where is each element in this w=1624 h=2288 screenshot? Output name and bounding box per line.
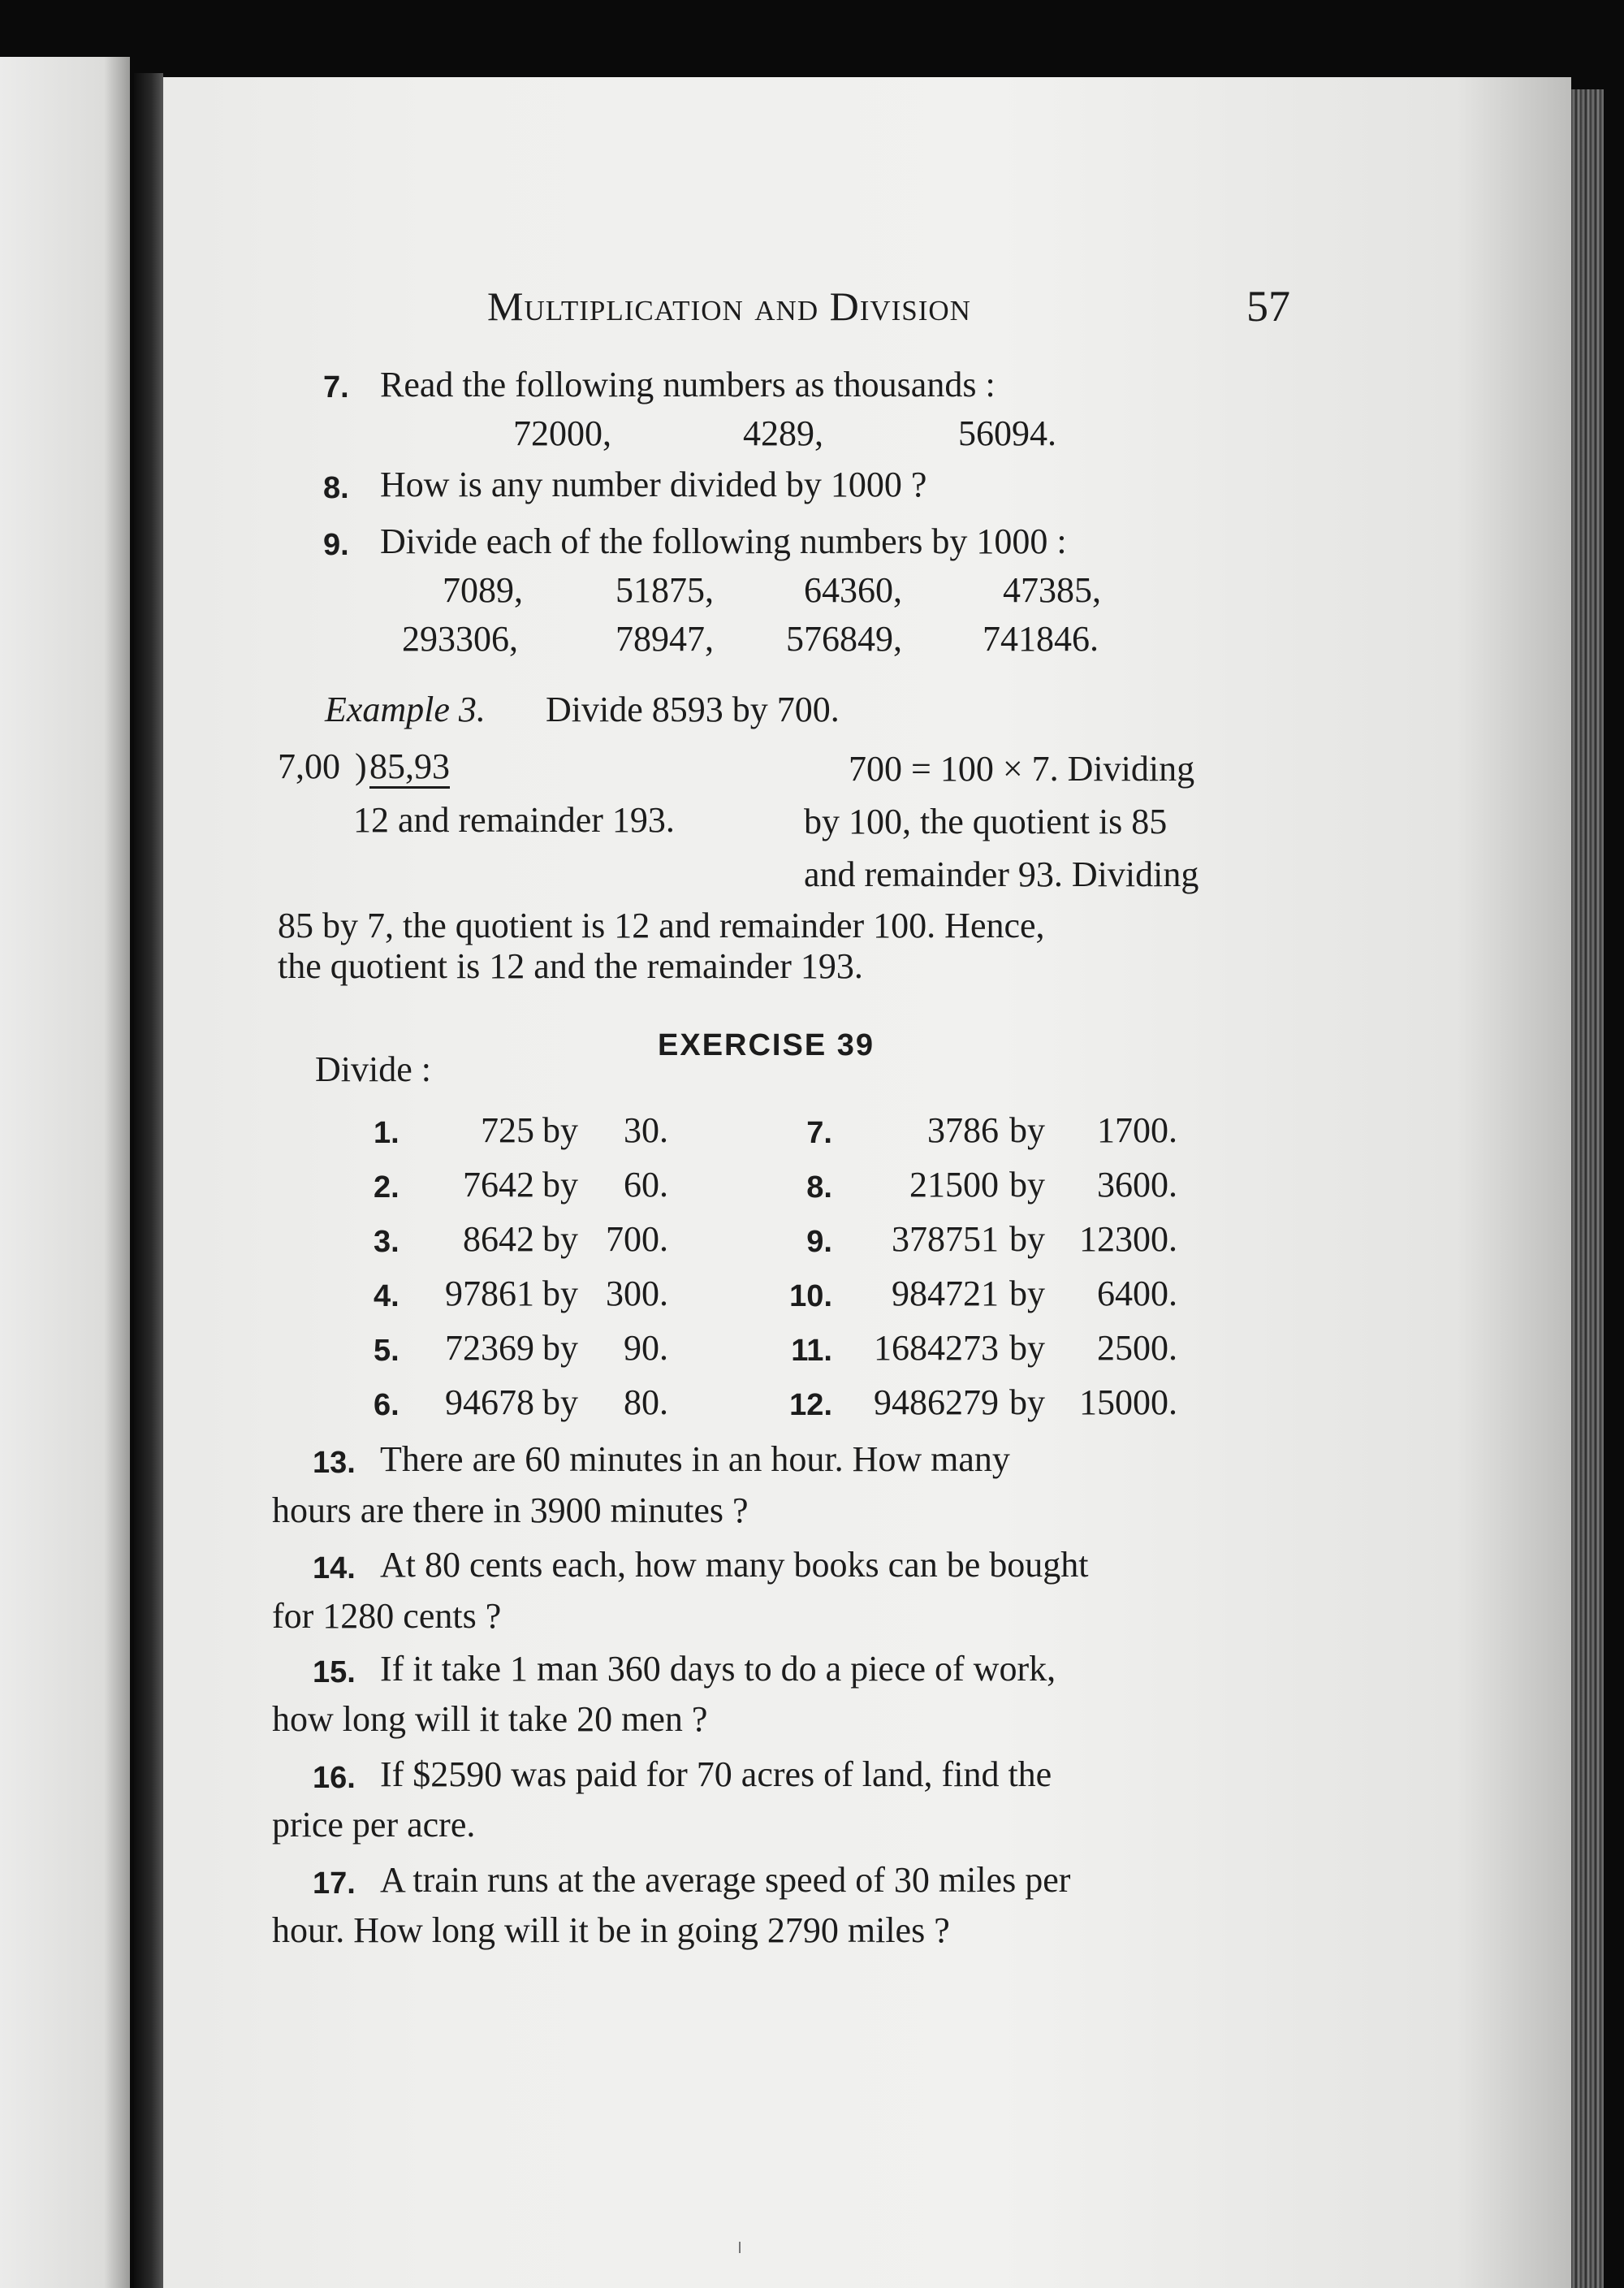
problem-number: 17. bbox=[313, 1866, 356, 1901]
explanation-line: 85 by 7, the quotient is 12 and remainder 100. Hence, bbox=[278, 906, 1045, 945]
explanation-line: the quotient is 12 and the remainder 193. bbox=[278, 946, 863, 986]
problem-number: 14. bbox=[313, 1551, 356, 1585]
book-spine-shadow bbox=[134, 73, 163, 2288]
by-word: by bbox=[1009, 1328, 1045, 1368]
problem-text: There are 60 minutes in an hour. How many bbox=[380, 1439, 1010, 1479]
problem-number: 13. bbox=[313, 1446, 356, 1480]
problem-text: hour. How long will it be in going 2790 miles ? bbox=[272, 1910, 950, 1950]
divisor: 80. bbox=[624, 1382, 668, 1422]
by-word: by bbox=[1009, 1274, 1045, 1313]
number-value: 741846. bbox=[983, 619, 1099, 659]
dividend: 3786 bbox=[927, 1110, 999, 1150]
exercise-item-number: 3. bbox=[374, 1225, 400, 1259]
number-value: 72000, bbox=[513, 413, 611, 453]
by-word: by bbox=[542, 1382, 578, 1422]
question-number: 8. bbox=[323, 471, 349, 505]
number-value: 78947, bbox=[615, 619, 714, 659]
by-word: by bbox=[542, 1110, 578, 1150]
question-text: How is any number divided by 1000 ? bbox=[380, 465, 927, 504]
problem-text: how long will it take 20 men ? bbox=[272, 1699, 708, 1739]
dividend: 7642 bbox=[463, 1165, 534, 1205]
scan-speck bbox=[739, 2242, 741, 2253]
dividend: 9486279 bbox=[874, 1382, 999, 1422]
exercise-item-number: 8. bbox=[806, 1170, 832, 1205]
dividend: 1684273 bbox=[874, 1328, 999, 1368]
divisor: 700. bbox=[606, 1219, 668, 1259]
exercise-item-number: 10. bbox=[789, 1279, 832, 1313]
number-value: 293306, bbox=[402, 619, 518, 659]
problem-text: At 80 cents each, how many books can be bought bbox=[380, 1545, 1089, 1585]
exercise-item-number: 12. bbox=[789, 1388, 832, 1422]
exercise-item-number: 1. bbox=[374, 1116, 400, 1150]
number-value: 7089, bbox=[443, 570, 523, 610]
question-number: 7. bbox=[323, 370, 349, 404]
dividend: 97861 bbox=[445, 1274, 534, 1313]
problem-text: hours are there in 3900 minutes ? bbox=[272, 1490, 749, 1530]
problem-text: If $2590 was paid for 70 acres of land, find the bbox=[380, 1754, 1052, 1794]
by-word: by bbox=[1009, 1219, 1045, 1259]
exercise-item-number: 4. bbox=[374, 1279, 400, 1313]
example-statement: Divide 8593 by 700. bbox=[546, 690, 840, 729]
number-value: 47385, bbox=[1003, 570, 1101, 610]
number-value: 4289, bbox=[743, 413, 823, 453]
problem-text: A train runs at the average speed of 30 miles per bbox=[380, 1860, 1071, 1900]
number-value: 56094. bbox=[958, 413, 1056, 453]
number-value: 51875, bbox=[615, 570, 714, 610]
dividend: 72369 bbox=[445, 1328, 534, 1368]
dividend: 21500 bbox=[909, 1165, 999, 1205]
divisor: 3600. bbox=[1097, 1165, 1177, 1205]
number-value: 576849, bbox=[786, 619, 902, 659]
explanation-line: by 100, the quotient is 85 bbox=[804, 802, 1168, 841]
number-value: 64360, bbox=[804, 570, 902, 610]
exercise-item-number: 7. bbox=[806, 1116, 832, 1150]
exercise-item-number: 5. bbox=[374, 1334, 400, 1368]
by-word: by bbox=[1009, 1110, 1045, 1150]
dividend: 8642 bbox=[463, 1219, 534, 1259]
exercise-title: EXERCISE 39 bbox=[658, 1028, 875, 1062]
explanation-line: and remainder 93. Dividing bbox=[804, 854, 1199, 894]
by-word: by bbox=[542, 1219, 578, 1259]
by-word: by bbox=[542, 1328, 578, 1368]
dividend: 378751 bbox=[892, 1219, 999, 1259]
divisor: 6400. bbox=[1097, 1274, 1177, 1313]
problem-number: 16. bbox=[313, 1761, 356, 1795]
problem-number: 15. bbox=[313, 1655, 356, 1689]
problem-text: price per acre. bbox=[272, 1805, 476, 1845]
by-word: by bbox=[542, 1165, 578, 1205]
long-division-divisor: 7,00 bbox=[278, 746, 340, 786]
problem-text: for 1280 cents ? bbox=[272, 1596, 502, 1636]
long-division-dividend: 85,93 bbox=[369, 749, 450, 789]
by-word: by bbox=[1009, 1382, 1045, 1422]
divisor: 2500. bbox=[1097, 1328, 1177, 1368]
page-stack-edge bbox=[1571, 89, 1604, 2288]
exercise-item-number: 2. bbox=[374, 1170, 400, 1205]
example-label: Example 3. bbox=[325, 690, 486, 729]
question-text: Read the following numbers as thousands : bbox=[380, 365, 996, 404]
by-word: by bbox=[1009, 1165, 1045, 1205]
by-word: by bbox=[542, 1274, 578, 1313]
divisor: 12300. bbox=[1079, 1219, 1177, 1259]
long-division-result: 12 and remainder 193. bbox=[353, 800, 675, 840]
divisor: 90. bbox=[624, 1328, 668, 1368]
exercise-item-number: 11. bbox=[791, 1334, 832, 1368]
question-number: 9. bbox=[323, 528, 349, 562]
divisor: 300. bbox=[606, 1274, 668, 1313]
facing-page-edge bbox=[0, 57, 130, 2288]
exercise-item-number: 9. bbox=[806, 1225, 832, 1259]
dividend: 984721 bbox=[892, 1274, 999, 1313]
divisor: 60. bbox=[624, 1165, 668, 1205]
explanation-line: 700 = 100 × 7. Dividing bbox=[849, 749, 1195, 789]
divisor: 1700. bbox=[1097, 1110, 1177, 1150]
divisor: 30. bbox=[624, 1110, 668, 1150]
problem-text: If it take 1 man 360 days to do a piece of work, bbox=[380, 1649, 1056, 1689]
dividend: 725 bbox=[481, 1110, 534, 1150]
dividend: 94678 bbox=[445, 1382, 534, 1422]
page-number: 57 bbox=[1246, 282, 1290, 331]
long-division-bracket: ) bbox=[355, 746, 367, 786]
running-header: Multiplication and Division bbox=[487, 283, 971, 329]
question-text: Divide each of the following numbers by 1000 : bbox=[380, 521, 1067, 561]
exercise-item-number: 6. bbox=[374, 1388, 400, 1422]
divisor: 15000. bbox=[1079, 1382, 1177, 1422]
exercise-intro: Divide : bbox=[315, 1049, 431, 1089]
